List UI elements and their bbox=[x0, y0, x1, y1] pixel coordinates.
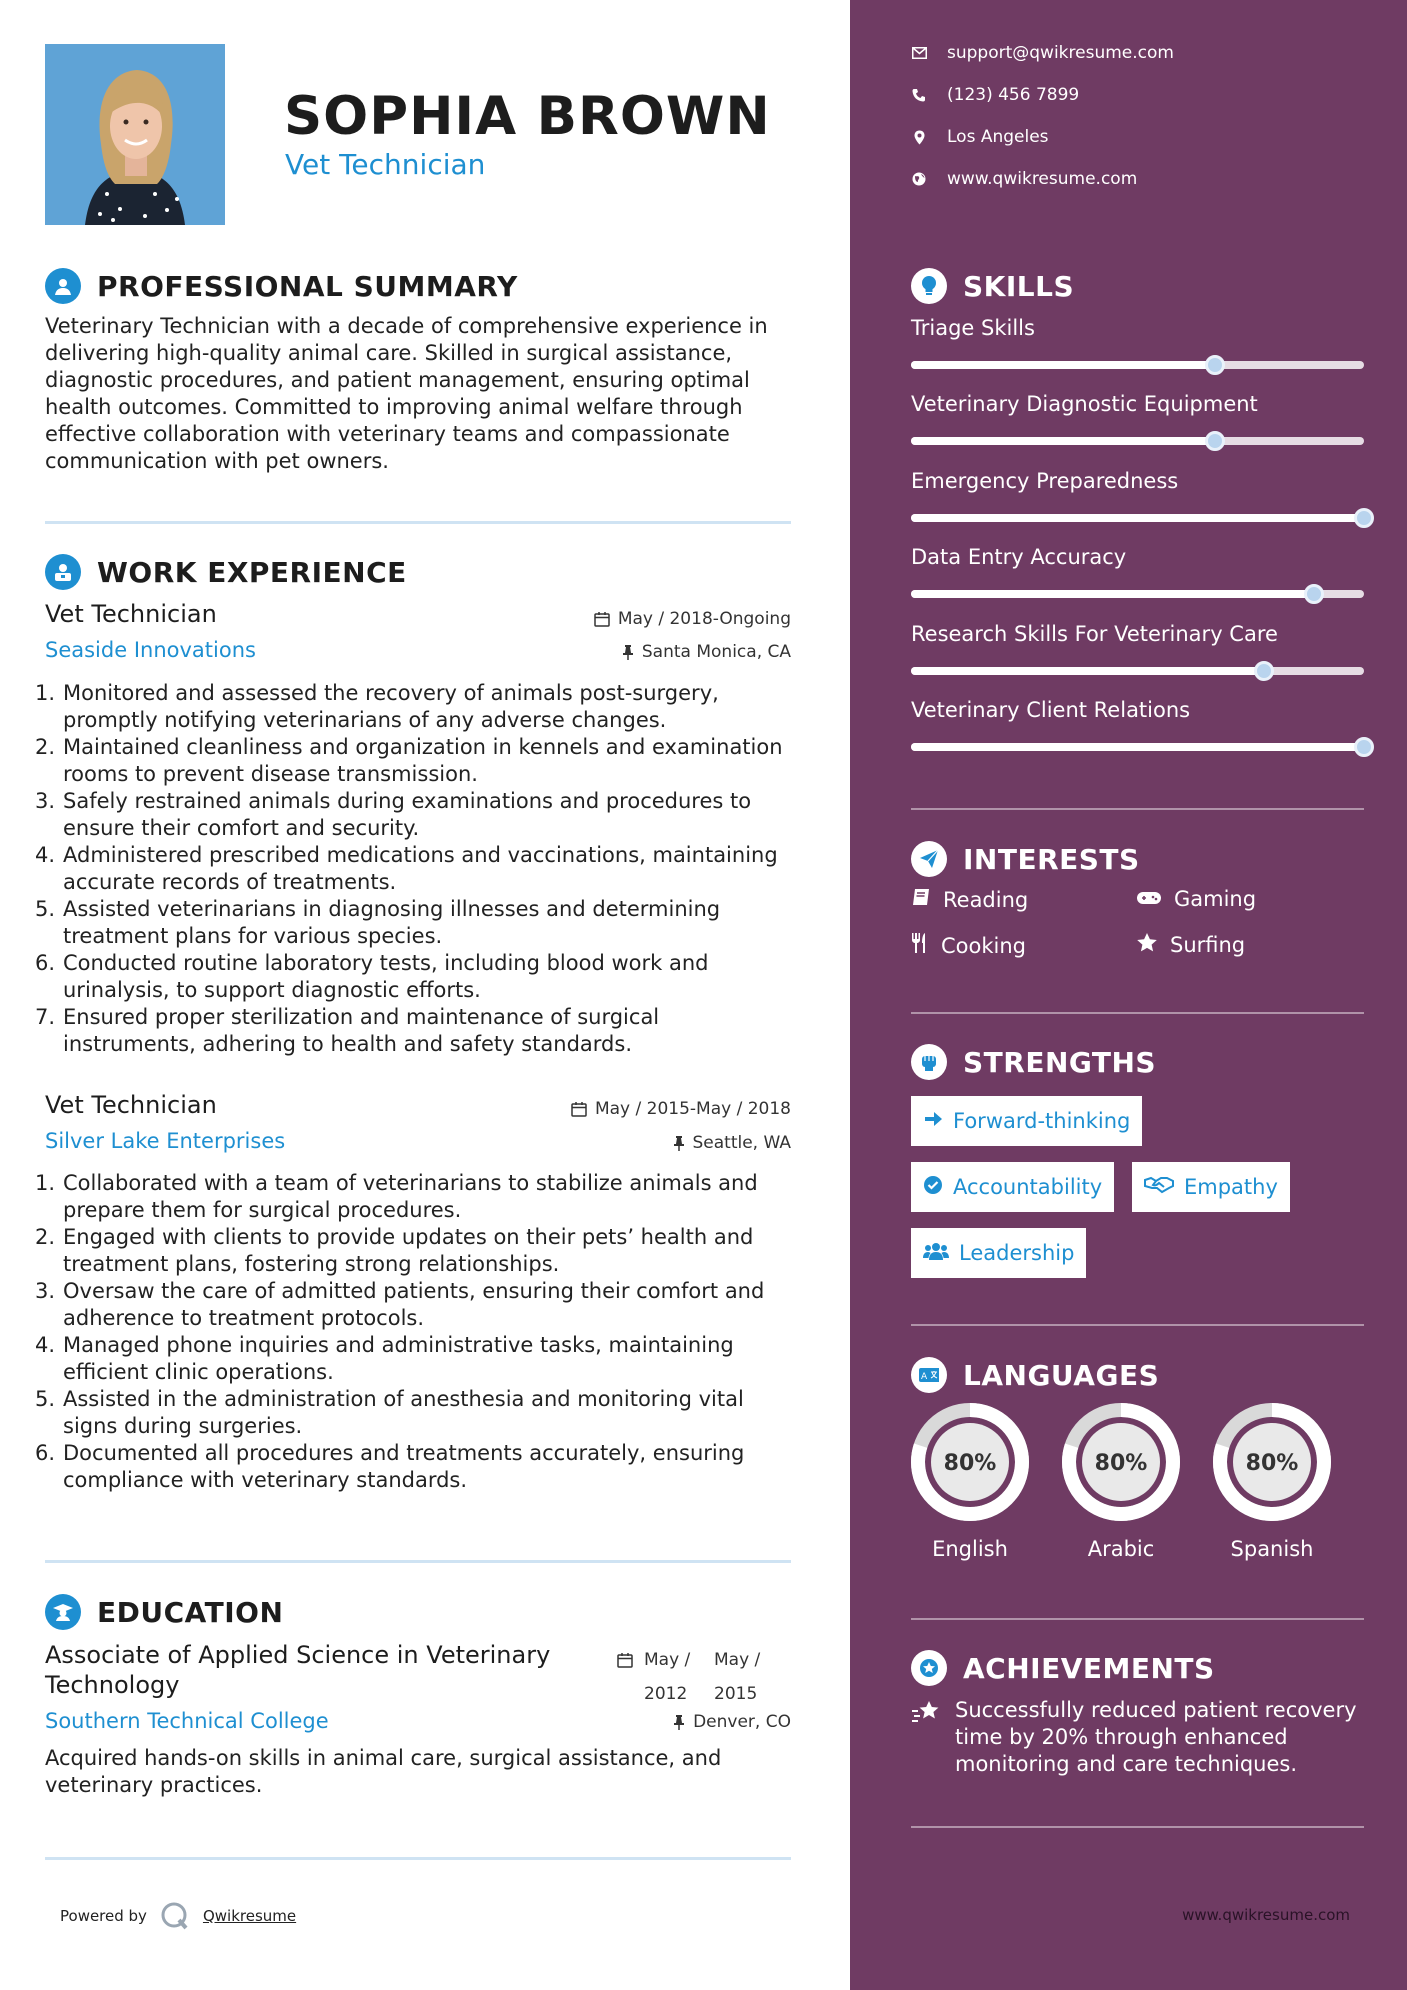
envelope-icon bbox=[911, 45, 927, 61]
arrow-right-icon bbox=[923, 1109, 943, 1133]
strength-leadership bbox=[911, 1228, 1086, 1278]
skill-bar bbox=[911, 437, 1364, 445]
skill-name: Veterinary Diagnostic Equipment bbox=[911, 392, 1258, 417]
list-item: 2. Maintained cleanliness and organization in kennels and examination rooms to prevent disease transmission. bbox=[35, 735, 783, 786]
list-item: 7. Ensured proper sterilization and maintenance of surgical instruments, adhering to health and safety standards. bbox=[35, 1005, 660, 1056]
interest-label: Surfing bbox=[1170, 933, 1246, 957]
pin-icon bbox=[673, 1714, 685, 1730]
interests-header bbox=[911, 841, 1140, 877]
interest-label: Gaming bbox=[1174, 887, 1257, 911]
job-dates-text: May / 2015-May / 2018 bbox=[594, 1099, 791, 1119]
interest-label: Reading bbox=[943, 887, 1029, 912]
shooting-star-icon bbox=[911, 1699, 941, 1778]
education-description: Acquired hands-on skills in animal care, surgical assistance, and veterinary practices. bbox=[45, 1746, 722, 1797]
job-dates-text: May / 2018-Ongoing bbox=[617, 609, 791, 629]
candidate-name: SOPHIA BROWN bbox=[284, 86, 771, 147]
check-circle-icon bbox=[923, 1175, 943, 1200]
job-bullets bbox=[35, 680, 795, 1058]
job-title: Vet Technician bbox=[45, 1091, 217, 1119]
summary-header bbox=[45, 268, 518, 304]
school-name: Southern Technical College bbox=[45, 1709, 329, 1733]
strength-label: Leadership bbox=[959, 1241, 1075, 1265]
company-name: Silver Lake Enterprises bbox=[45, 1129, 286, 1153]
list-item: 4. Administered prescribed medications and vaccinations, maintaining accurate records of treatments. bbox=[35, 843, 778, 894]
contact-phone-text: (123) 456 7899 bbox=[947, 85, 1080, 105]
language-gauge bbox=[1060, 1401, 1182, 1523]
list-item: 3. Safely restrained animals during examinations and procedures to ensure their comfort and security. bbox=[35, 789, 752, 840]
graduate-icon bbox=[45, 1594, 81, 1630]
strength-label: Accountability bbox=[953, 1175, 1103, 1199]
language-percent: 80% bbox=[943, 1451, 997, 1476]
language-item bbox=[1211, 1401, 1333, 1561]
qwikresume-logo-icon bbox=[159, 1900, 191, 1932]
list-item: 2. Engaged with clients to provide updates on their pets’ health and treatment plans, fostering strong relationships. bbox=[35, 1225, 754, 1276]
contact-email[interactable] bbox=[911, 43, 1174, 63]
contact-email-text: support@qwikresume.com bbox=[947, 43, 1174, 63]
list-item: 4. Managed phone inquiries and administrative tasks, maintaining efficient clinic operations. bbox=[35, 1333, 734, 1384]
user-icon bbox=[45, 268, 81, 304]
job-dates bbox=[571, 1099, 791, 1119]
list-item: 5. Assisted veterinarians in diagnosing illnesses and determining treatment plans for various species. bbox=[35, 897, 721, 948]
paper-plane-icon bbox=[911, 841, 947, 877]
achievements-heading: ACHIEVEMENTS bbox=[963, 1651, 1215, 1685]
summary-text: Veterinary Technician with a decade of comprehensive experience in delivering high-quality animal care. Skilled in surgical assistance, diagnostic procedures, and patient management, ensuring optimal health outcomes. Committed to improving animal welfare through effective collaboration with veterinary teams and compassionate communication with pet owners. bbox=[45, 314, 768, 473]
svg-text:A: A bbox=[921, 1372, 928, 1382]
education-start-date: May / 2012 bbox=[644, 1650, 691, 1704]
briefcase-user-icon bbox=[45, 554, 81, 590]
gamepad-icon bbox=[1136, 887, 1162, 911]
contact-website-text: www.qwikresume.com bbox=[947, 169, 1138, 189]
section-divider bbox=[911, 1324, 1364, 1326]
list-item: 3. Oversaw the care of admitted patients, ensuring their comfort and adherence to treatment protocols. bbox=[35, 1279, 765, 1330]
education-location bbox=[673, 1712, 791, 1732]
skill-bar-fill bbox=[911, 743, 1364, 751]
book-icon bbox=[911, 887, 931, 912]
section-divider bbox=[45, 521, 791, 524]
language-name: Spanish bbox=[1230, 1537, 1314, 1561]
calendar-icon bbox=[594, 611, 610, 627]
education-header bbox=[45, 1594, 283, 1630]
phone-icon bbox=[911, 87, 927, 103]
contact-website[interactable] bbox=[911, 169, 1137, 189]
skill-bar-knob bbox=[1254, 661, 1274, 681]
skill-bar-fill bbox=[911, 437, 1215, 445]
skill-name: Research Skills For Veterinary Care bbox=[911, 621, 1278, 646]
strength-label: Empathy bbox=[1184, 1175, 1278, 1199]
strength-forward-thinking bbox=[911, 1096, 1142, 1146]
skill-bar bbox=[911, 514, 1364, 522]
education-end-date: May / 2015 bbox=[714, 1650, 761, 1704]
languages-header bbox=[911, 1357, 1159, 1393]
globe-icon bbox=[911, 171, 927, 187]
section-divider bbox=[45, 1857, 791, 1860]
pin-icon bbox=[673, 1135, 685, 1151]
section-divider bbox=[911, 1012, 1364, 1014]
section-divider bbox=[911, 1618, 1364, 1620]
skill-bar bbox=[911, 361, 1364, 369]
skill-bar-fill bbox=[911, 361, 1215, 369]
strengths-heading: STRENGTHS bbox=[963, 1045, 1157, 1079]
skill-name: Data Entry Accuracy bbox=[911, 545, 1127, 570]
handshake-icon bbox=[1144, 1175, 1174, 1199]
language-percent: 80% bbox=[1245, 1451, 1299, 1476]
brand-link[interactable]: Qwikresume bbox=[202, 1907, 297, 1925]
skill-bar-knob bbox=[1205, 355, 1225, 375]
strengths-header bbox=[911, 1044, 1156, 1080]
language-name: English bbox=[932, 1537, 1008, 1561]
job-location bbox=[673, 1133, 792, 1153]
skill-bar-fill bbox=[911, 590, 1314, 598]
lightbulb-icon bbox=[911, 268, 947, 304]
work-header bbox=[45, 554, 407, 590]
language-name: Arabic bbox=[1087, 1537, 1155, 1561]
skill-name: Veterinary Client Relations bbox=[911, 698, 1191, 722]
interest-label: Cooking bbox=[941, 933, 1026, 958]
powered-by bbox=[60, 1900, 296, 1932]
language-percent: 80% bbox=[1094, 1451, 1148, 1476]
star-icon bbox=[1136, 932, 1158, 958]
skill-bar-knob bbox=[1354, 508, 1374, 528]
list-item: 1. Monitored and assessed the recovery of animals post-surgery, promptly notifying veterinarians of any adverse changes. bbox=[35, 681, 719, 732]
education-heading: EDUCATION bbox=[97, 1595, 284, 1629]
contact-location-text: Los Angeles bbox=[947, 127, 1049, 147]
skill-bar bbox=[911, 743, 1364, 751]
list-item: 5. Assisted in the administration of anesthesia and monitoring vital signs during surgeries. bbox=[35, 1387, 744, 1438]
achievement-item bbox=[911, 1697, 1364, 1778]
language-icon bbox=[911, 1357, 947, 1393]
summary-heading: PROFESSIONAL SUMMARY bbox=[97, 269, 518, 303]
strength-label: Forward-thinking bbox=[953, 1109, 1131, 1133]
candidate-title: Vet Technician bbox=[285, 148, 486, 181]
skill-bar-knob bbox=[1205, 431, 1225, 451]
section-divider bbox=[911, 808, 1364, 810]
interests-heading: INTERESTS bbox=[963, 842, 1140, 876]
job-title: Vet Technician bbox=[45, 600, 217, 628]
calendar-icon bbox=[571, 1101, 587, 1117]
language-item bbox=[1060, 1401, 1182, 1561]
skill-bar bbox=[911, 590, 1364, 598]
skill-bar-knob bbox=[1354, 737, 1374, 757]
job-location-text: Seattle, WA bbox=[692, 1133, 791, 1153]
degree-title: Associate of Applied Science in Veterinary Technology bbox=[45, 1641, 551, 1699]
list-item: 6. Documented all procedures and treatments accurately, ensuring compliance with veterinary standards. bbox=[35, 1441, 745, 1492]
skill-name: Triage Skills bbox=[911, 316, 1035, 340]
skills-heading: SKILLS bbox=[963, 269, 1075, 303]
list-item: 6. Conducted routine laboratory tests, including blood work and urinalysis, to support diagnostic efforts. bbox=[35, 951, 709, 1002]
language-item bbox=[909, 1401, 1031, 1561]
interest-reading bbox=[911, 887, 1028, 912]
strength-empathy bbox=[1132, 1162, 1290, 1212]
powered-by-label: Powered by bbox=[60, 1907, 147, 1925]
company-name: Seaside Innovations bbox=[45, 638, 256, 662]
footer-website[interactable]: www.qwikresume.com bbox=[1182, 1906, 1350, 1924]
skills-header bbox=[911, 268, 1074, 304]
calendar-icon bbox=[617, 1652, 633, 1672]
award-star-icon bbox=[911, 1650, 947, 1686]
interest-cooking bbox=[911, 932, 1026, 959]
users-icon bbox=[923, 1241, 949, 1266]
strength-accountability bbox=[911, 1162, 1114, 1212]
skill-bar-fill bbox=[911, 667, 1264, 675]
skill-bar-fill bbox=[911, 514, 1364, 522]
interest-gaming bbox=[1136, 887, 1256, 911]
interest-surfing bbox=[1136, 932, 1245, 958]
fist-icon bbox=[911, 1044, 947, 1080]
section-divider bbox=[45, 1560, 791, 1563]
achievement-text: Successfully reduced patient recovery time by 20% through enhanced monitoring and care techniques. bbox=[955, 1698, 1357, 1776]
list-item: 1. Collaborated with a team of veterinarians to stabilize animals and prepare them for surgical procedures. bbox=[35, 1171, 758, 1222]
contact-location bbox=[911, 127, 1049, 147]
job-location bbox=[622, 642, 791, 662]
job-location-text: Santa Monica, CA bbox=[641, 642, 791, 662]
job-bullets bbox=[35, 1170, 795, 1494]
contact-phone[interactable] bbox=[911, 85, 1079, 105]
section-divider bbox=[911, 1826, 1364, 1828]
pin-icon bbox=[622, 644, 634, 660]
language-gauge bbox=[1211, 1401, 1333, 1523]
map-marker-icon bbox=[911, 129, 927, 145]
work-heading: WORK EXPERIENCE bbox=[97, 555, 407, 589]
education-location-text: Denver, CO bbox=[693, 1712, 791, 1732]
job-dates bbox=[594, 609, 791, 629]
languages-heading: LANGUAGES bbox=[963, 1358, 1160, 1392]
skill-bar bbox=[911, 667, 1364, 675]
profile-photo bbox=[45, 44, 225, 225]
achievements-header bbox=[911, 1650, 1215, 1686]
utensils-icon bbox=[911, 932, 929, 959]
language-gauge bbox=[909, 1401, 1031, 1523]
skill-name: Emergency Preparedness bbox=[911, 468, 1179, 493]
